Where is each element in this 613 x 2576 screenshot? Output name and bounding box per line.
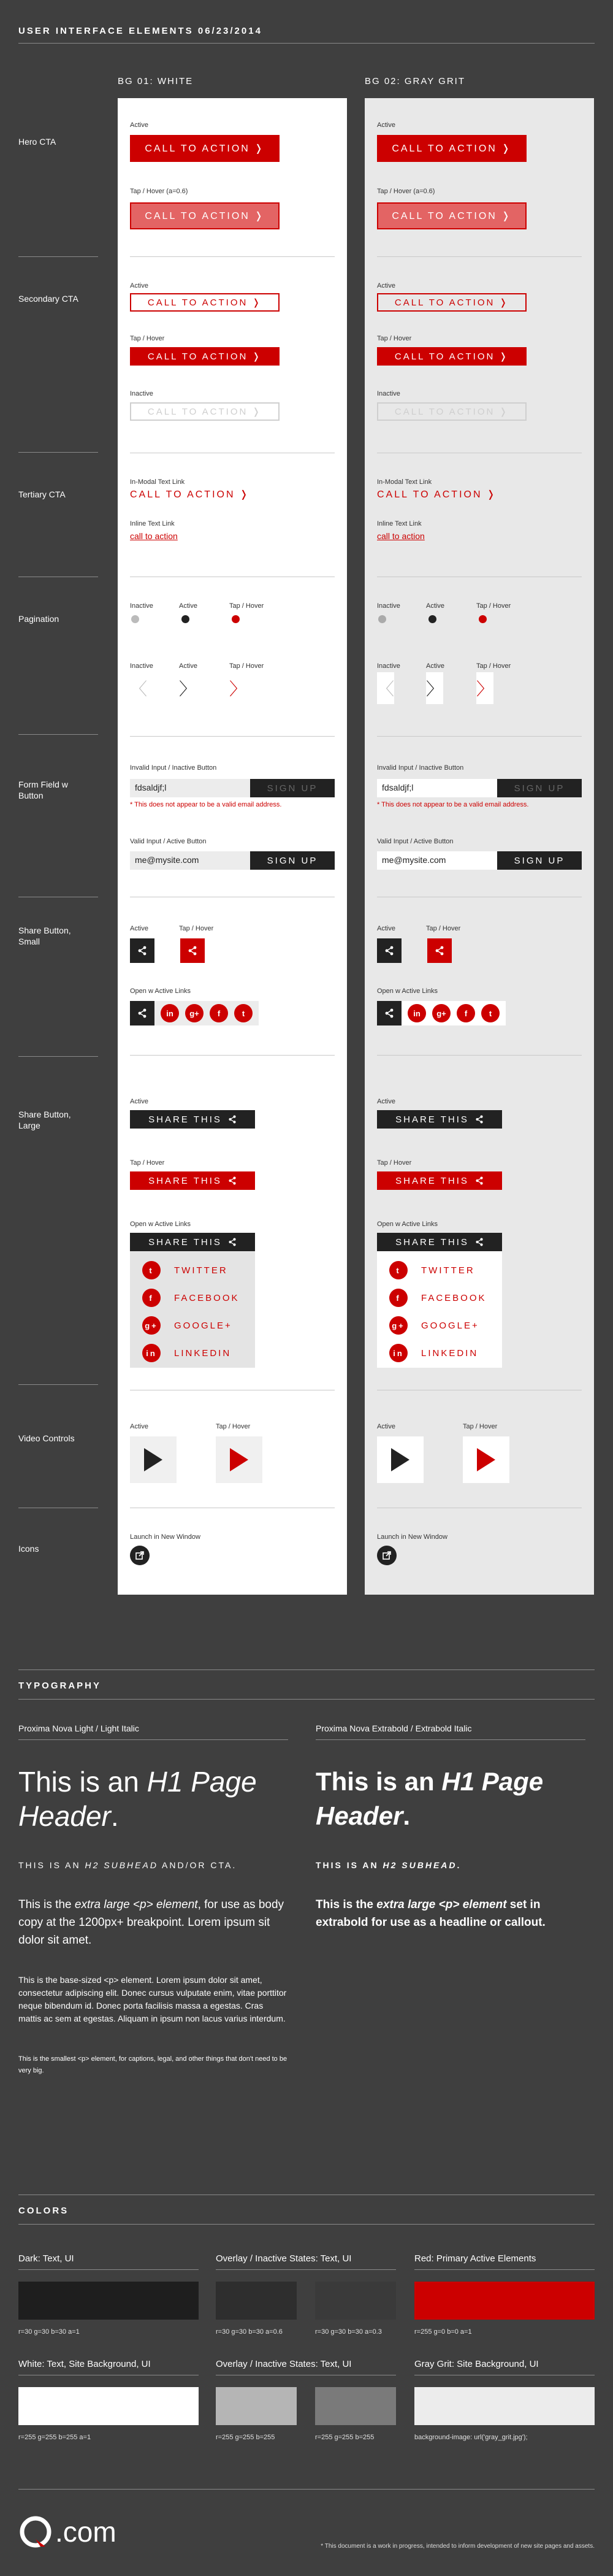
- section-label-share-large: Share Button, Large: [18, 1110, 71, 1130]
- state-label: Tap / Hover: [426, 925, 461, 932]
- state-label: Active: [377, 1423, 395, 1430]
- state-label: Launch in New Window: [130, 1533, 200, 1541]
- share-this-button[interactable]: [130, 1110, 255, 1129]
- chevron-left-icon[interactable]: 〈: [377, 672, 394, 704]
- swatch-value: r=30 g=30 b=30 a=0.6: [216, 2328, 283, 2336]
- state-label: Invalid Input / Inactive Button: [377, 764, 464, 772]
- swatch-value: r=255 g=255 b=255: [216, 2434, 275, 2441]
- typography-light-column: [18, 1723, 288, 2077]
- menu-label: TWITTER: [174, 1265, 228, 1276]
- panel-white: [118, 98, 347, 1595]
- state-label: Tap / Hover: [216, 1423, 251, 1430]
- share-menu-googleplus[interactable]: [142, 1316, 232, 1335]
- state-label: Tap / Hover: [476, 602, 511, 610]
- state-label: In-Modal Text Link: [130, 478, 185, 486]
- state-label: Inline Text Link: [130, 520, 175, 527]
- play-icon: [391, 1448, 409, 1471]
- swatch-red: [414, 2282, 595, 2320]
- h1-sample-bold: This is an H1 Page Header.: [316, 1767, 544, 1830]
- base-paragraph: This is the base-sized <p> element. Lorem ipsum dolor sit amet, consectetur adipiscing elit. Donec cursus vulputate enim, vitae porttitor neque bibendum id. Donec porta facilisis massa a egestas. Cras mattis ac sem at egestas. Aliquam in ipsum non lacus varius interdum.: [18, 1975, 287, 2023]
- section-label-video: Video Controls: [18, 1433, 75, 1443]
- launch-icon: [383, 1551, 391, 1560]
- state-label: Tap / Hover: [229, 602, 264, 610]
- email-field-invalid[interactable]: fdsaldjf;l: [130, 779, 250, 797]
- divider: [377, 736, 582, 737]
- small-paragraph: This is the smallest <p> element, for captions, legal, and other things that don't need to be very big.: [18, 2055, 287, 2074]
- secondary-cta-button[interactable]: CALL TO ACTION ❭: [130, 293, 280, 312]
- chevron-right-icon[interactable]: 〉: [179, 680, 197, 699]
- share-icon: [384, 946, 394, 956]
- secondary-cta-hover-button[interactable]: CALL TO ACTION ❭: [130, 347, 280, 366]
- state-label: Inactive: [130, 602, 153, 610]
- swatch-value: r=255 g=255 b=255: [315, 2434, 375, 2441]
- linkedin-icon[interactable]: in: [408, 1004, 426, 1022]
- swatch-label: White: Text, Site Background, UI: [18, 2359, 151, 2369]
- secondary-cta-inactive-button: CALL TO ACTION ❭: [377, 402, 527, 421]
- state-label: Active: [377, 282, 395, 289]
- play-icon: [230, 1448, 248, 1471]
- divider: [130, 1055, 335, 1056]
- pagination-dot-inactive[interactable]: [378, 615, 386, 623]
- error-message: * This does not appear to be a valid email address.: [377, 801, 529, 808]
- divider: [18, 2224, 595, 2225]
- share-icon: [475, 1238, 484, 1246]
- linkedin-icon[interactable]: in: [161, 1004, 179, 1022]
- share-this-label: SHARE THIS: [395, 1175, 469, 1186]
- typography-heading: TYPOGRAPHY: [18, 1681, 102, 1691]
- state-label: In-Modal Text Link: [377, 478, 432, 486]
- menu-label: LINKEDIN: [421, 1347, 479, 1359]
- logo-text: .com: [55, 2516, 116, 2548]
- play-button[interactable]: [377, 1436, 424, 1483]
- share-icon: [435, 946, 444, 956]
- email-field-invalid[interactable]: fdsaldjf;l: [377, 779, 497, 797]
- typography-bold-column: [316, 1723, 585, 1931]
- googleplus-icon: g+: [142, 1316, 161, 1335]
- chevron-left-icon[interactable]: 〈: [130, 680, 148, 699]
- state-label: Tap / Hover (a=0.6): [130, 188, 188, 195]
- swatch-overlay-2: [315, 2282, 396, 2320]
- share-menu: [130, 1251, 255, 1368]
- state-label: Active: [377, 1098, 395, 1105]
- state-label: Active: [179, 602, 197, 610]
- section-label-icons: Icons: [18, 1544, 39, 1554]
- divider: [18, 734, 98, 735]
- share-this-label: SHARE THIS: [148, 1236, 222, 1248]
- share-this-button-hover[interactable]: [130, 1171, 255, 1190]
- share-this-button-hover[interactable]: [377, 1171, 502, 1190]
- googleplus-icon[interactable]: g+: [185, 1004, 204, 1022]
- sign-up-button-inactive: SIGN UP: [250, 779, 335, 797]
- footer-logo: [18, 2515, 116, 2549]
- twitter-icon[interactable]: t: [234, 1004, 253, 1022]
- state-label: Launch in New Window: [377, 1533, 447, 1541]
- panel-gray: [365, 98, 594, 1595]
- share-menu-googleplus[interactable]: [389, 1316, 479, 1335]
- state-label: Active: [130, 925, 148, 932]
- logo-mark-icon: [18, 2515, 53, 2549]
- divider: [414, 2269, 595, 2270]
- swatch-white: [18, 2387, 199, 2425]
- divider: [18, 1699, 595, 1700]
- chevron-right-icon[interactable]: 〉: [426, 672, 443, 704]
- state-label: Active: [179, 662, 197, 670]
- share-menu: [377, 1251, 502, 1368]
- share-button[interactable]: [377, 938, 402, 963]
- state-label: Tap / Hover: [476, 662, 511, 670]
- state-label: Invalid Input / Inactive Button: [130, 764, 217, 772]
- state-label: Tap / Hover: [179, 925, 214, 932]
- play-button[interactable]: [130, 1436, 177, 1483]
- state-label: Inline Text Link: [377, 520, 422, 527]
- share-icon: [228, 1176, 237, 1185]
- swatch-label: Overlay / Inactive States: Text, UI: [216, 2359, 352, 2369]
- state-label: Active: [130, 121, 148, 129]
- state-label: Tap / Hover: [130, 335, 165, 342]
- menu-label: GOOGLE+: [421, 1320, 479, 1331]
- sign-up-button-inactive: SIGN UP: [497, 779, 582, 797]
- divider: [377, 256, 582, 257]
- tertiary-cta-link[interactable]: CALL TO ACTION ❭: [130, 489, 250, 500]
- hero-cta-button[interactable]: CALL TO ACTION ❭: [377, 135, 527, 162]
- section-label-form: Form Field w Button: [18, 780, 68, 800]
- sign-up-button[interactable]: SIGN UP: [497, 851, 582, 870]
- play-button-hover[interactable]: [216, 1436, 262, 1483]
- twitter-icon: t: [142, 1261, 161, 1279]
- divider: [130, 736, 335, 737]
- divider: [216, 2269, 396, 2270]
- state-label: Valid Input / Active Button: [377, 838, 454, 845]
- share-icon: [188, 946, 197, 956]
- share-menu-facebook[interactable]: [142, 1289, 240, 1307]
- launch-button[interactable]: [130, 1546, 150, 1565]
- share-icon: [475, 1115, 484, 1124]
- share-icon: [137, 946, 147, 956]
- divider: [18, 1056, 98, 1057]
- facebook-icon[interactable]: f: [457, 1004, 475, 1022]
- linkedin-icon: in: [389, 1344, 408, 1362]
- state-label: Active: [426, 662, 444, 670]
- state-label: Valid Input / Active Button: [130, 838, 207, 845]
- share-menu-linkedin[interactable]: [142, 1344, 231, 1362]
- share-menu-twitter[interactable]: [142, 1261, 228, 1279]
- chevron-right-icon[interactable]: 〉: [476, 672, 493, 704]
- h2-sample-light: THIS IS AN H2 SUBHEAD AND/OR CTA.: [18, 1860, 237, 1870]
- font-label: Proxima Nova Light / Light Italic: [18, 1723, 139, 1733]
- state-label: Active: [377, 925, 395, 932]
- share-menu-twitter[interactable]: [389, 1261, 475, 1279]
- pagination-dot-inactive[interactable]: [131, 615, 139, 623]
- h1-sample-light: This is an H1 Page Header.: [18, 1766, 257, 1832]
- launch-button[interactable]: [377, 1546, 397, 1565]
- secondary-cta-hover-button[interactable]: CALL TO ACTION ❭: [377, 347, 527, 366]
- swatch-overlay-gray-1: [216, 2387, 297, 2425]
- facebook-icon: f: [142, 1289, 161, 1307]
- swatch-value: background-image: url('gray_grit.jpg');: [414, 2434, 528, 2441]
- secondary-cta-button[interactable]: CALL TO ACTION ❭: [377, 293, 527, 312]
- chevron-right-icon[interactable]: 〉: [229, 680, 247, 699]
- divider: [18, 452, 98, 453]
- play-icon: [477, 1448, 495, 1471]
- share-button-hover[interactable]: [180, 938, 205, 963]
- divider: [18, 256, 98, 257]
- divider: [18, 43, 595, 44]
- footer-note: * This document is a work in progress, intended to inform development of new site pages and assets.: [321, 2543, 595, 2550]
- state-label: Open w Active Links: [130, 1221, 191, 1228]
- play-icon: [144, 1448, 162, 1471]
- h2-sample-bold: THIS IS AN H2 SUBHEAD.: [316, 1860, 462, 1870]
- error-message: * This does not appear to be a valid email address.: [130, 801, 282, 808]
- state-label: Active: [377, 121, 395, 129]
- swatch-label: Dark: Text, UI: [18, 2253, 74, 2264]
- state-label: Active: [130, 1098, 148, 1105]
- section-label-secondary: Secondary CTA: [18, 294, 78, 304]
- email-field-valid[interactable]: me@mysite.com: [377, 851, 497, 870]
- swatch-value: r=30 g=30 b=30 a=1: [18, 2328, 80, 2336]
- share-this-button-open[interactable]: [377, 1233, 502, 1251]
- share-this-label: SHARE THIS: [148, 1175, 222, 1186]
- sign-up-button[interactable]: SIGN UP: [250, 851, 335, 870]
- share-button[interactable]: [130, 938, 154, 963]
- hero-cta-hover-button[interactable]: CALL TO ACTION ❭: [130, 202, 280, 229]
- share-button-open[interactable]: [130, 1001, 154, 1025]
- state-label: Inactive: [130, 390, 153, 397]
- menu-label: FACEBOOK: [421, 1292, 487, 1303]
- xl-paragraph-light: This is the extra large <p> element, for use as body copy at the 1200px+ breakpoint. Lorem ipsum sit dolor sit amet.: [18, 1898, 284, 1947]
- googleplus-icon[interactable]: g+: [432, 1004, 451, 1022]
- pagination-dot-active[interactable]: [181, 615, 189, 623]
- hero-cta-button[interactable]: CALL TO ACTION ❭: [130, 135, 280, 162]
- divider: [316, 1739, 585, 1740]
- menu-label: LINKEDIN: [174, 1347, 232, 1359]
- state-label: Active: [130, 282, 148, 289]
- share-menu-linkedin[interactable]: [389, 1344, 478, 1362]
- share-icon: [475, 1176, 484, 1185]
- googleplus-icon: g+: [389, 1316, 408, 1335]
- page-title: USER INTERFACE ELEMENTS 06/23/2014: [18, 26, 262, 36]
- swatch-label: Red: Primary Active Elements: [414, 2253, 536, 2264]
- divider: [18, 1384, 98, 1385]
- state-label: Tap / Hover: [377, 1159, 412, 1167]
- state-label: Tap / Hover (a=0.6): [377, 188, 435, 195]
- divider: [377, 1055, 582, 1056]
- share-button-hover[interactable]: [427, 938, 452, 963]
- share-icon: [228, 1115, 237, 1124]
- state-label: Active: [426, 602, 444, 610]
- state-label: Open w Active Links: [377, 987, 438, 995]
- state-label: Inactive: [377, 602, 400, 610]
- state-label: Tap / Hover: [377, 335, 412, 342]
- state-label: Open w Active Links: [130, 987, 191, 995]
- swatch-gray-grit: [414, 2387, 595, 2425]
- divider: [18, 1739, 288, 1740]
- pagination-dot-active[interactable]: [428, 615, 436, 623]
- swatch-overlay-1: [216, 2282, 297, 2320]
- swatch-label: Gray Grit: Site Background, UI: [414, 2359, 539, 2369]
- pagination-dot-hover[interactable]: [232, 615, 240, 623]
- share-this-button[interactable]: [377, 1110, 502, 1129]
- share-menu-facebook[interactable]: [389, 1289, 487, 1307]
- secondary-cta-inactive-button: CALL TO ACTION ❭: [130, 402, 280, 421]
- menu-label: GOOGLE+: [174, 1320, 232, 1331]
- pagination-dot-hover[interactable]: [479, 615, 487, 623]
- state-label: Active: [130, 1423, 148, 1430]
- divider: [18, 2269, 199, 2270]
- xl-paragraph-bold: This is the extra large <p> element set in extrabold for use as a headline or callout.: [316, 1898, 546, 1929]
- section-label-share-small: Share Button, Small: [18, 926, 71, 946]
- swatch-overlay-gray-2: [315, 2387, 396, 2425]
- swatch-dark: [18, 2282, 199, 2320]
- swatch-label: Overlay / Inactive States: Text, UI: [216, 2253, 352, 2264]
- facebook-icon: f: [389, 1289, 408, 1307]
- share-icon: [228, 1238, 237, 1246]
- column-header-white: BG 01: WHITE: [118, 76, 194, 86]
- launch-icon: [135, 1551, 144, 1560]
- state-label: Open w Active Links: [377, 1221, 438, 1228]
- menu-label: TWITTER: [421, 1265, 475, 1276]
- column-header-gray: BG 02: GRAY GRIT: [365, 76, 465, 86]
- state-label: Inactive: [377, 662, 400, 670]
- inline-text-link[interactable]: call to action: [377, 531, 425, 541]
- state-label: Tap / Hover: [130, 1159, 165, 1167]
- section-label-pagination: Pagination: [18, 614, 59, 624]
- colors-heading: COLORS: [18, 2206, 69, 2216]
- share-icon: [384, 1008, 394, 1018]
- share-this-label: SHARE THIS: [148, 1114, 222, 1125]
- state-label: Inactive: [130, 662, 153, 670]
- twitter-icon[interactable]: t: [481, 1004, 500, 1022]
- share-this-button-open[interactable]: [130, 1233, 255, 1251]
- share-this-label: SHARE THIS: [395, 1114, 469, 1125]
- section-label-tertiary: Tertiary CTA: [18, 489, 66, 499]
- play-button-hover[interactable]: [463, 1436, 509, 1483]
- linkedin-icon: in: [142, 1344, 161, 1362]
- divider: [130, 256, 335, 257]
- share-button-open[interactable]: [377, 1001, 402, 1025]
- share-icon: [137, 1008, 147, 1018]
- state-label: Tap / Hover: [229, 662, 264, 670]
- swatch-value: r=255 g=0 b=0 a=1: [414, 2328, 472, 2336]
- tertiary-cta-link[interactable]: CALL TO ACTION ❭: [377, 489, 497, 500]
- facebook-icon[interactable]: f: [210, 1004, 228, 1022]
- divider: [18, 1669, 595, 1670]
- swatch-value: r=30 g=30 b=30 a=0.3: [315, 2328, 382, 2336]
- hero-cta-hover-button[interactable]: CALL TO ACTION ❭: [377, 202, 527, 229]
- state-label: Tap / Hover: [463, 1423, 498, 1430]
- swatch-value: r=255 g=255 b=255 a=1: [18, 2434, 91, 2441]
- email-field-valid[interactable]: me@mysite.com: [130, 851, 250, 870]
- twitter-icon: t: [389, 1261, 408, 1279]
- share-this-label: SHARE THIS: [395, 1236, 469, 1248]
- inline-text-link[interactable]: call to action: [130, 531, 178, 541]
- menu-label: FACEBOOK: [174, 1292, 240, 1303]
- section-label-hero: Hero CTA: [18, 137, 56, 147]
- state-label: Inactive: [377, 390, 400, 397]
- divider: [18, 2489, 595, 2490]
- font-label: Proxima Nova Extrabold / Extrabold Italic: [316, 1723, 472, 1733]
